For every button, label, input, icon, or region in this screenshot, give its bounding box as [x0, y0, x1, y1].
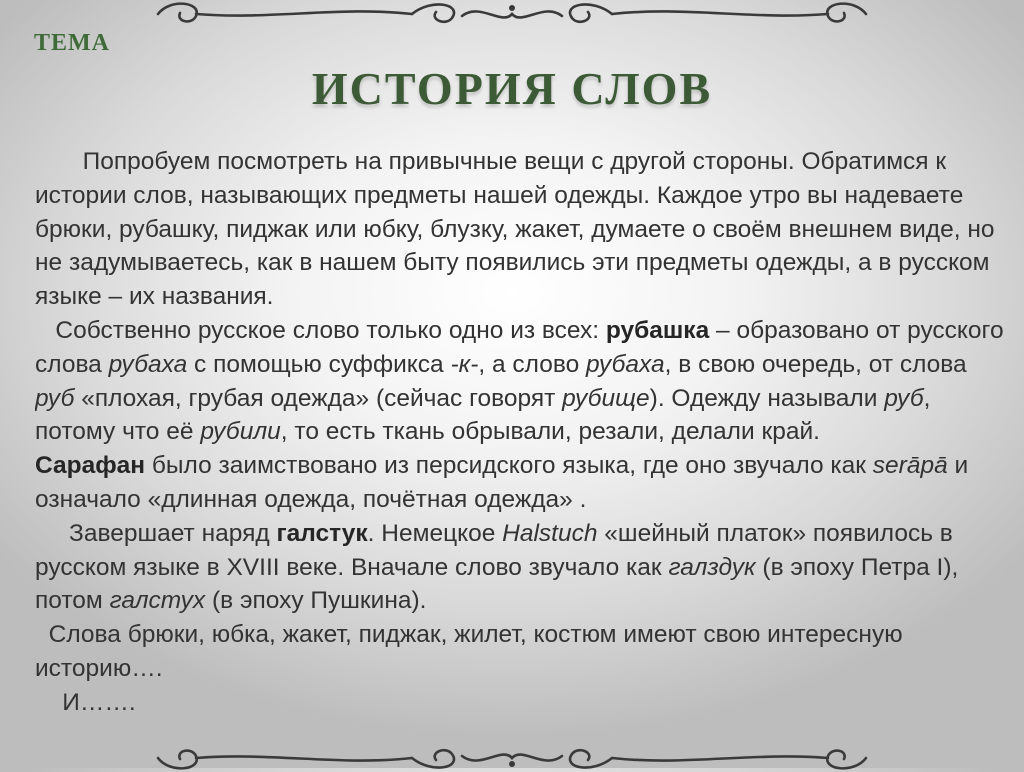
topic-label: ТЕМА — [34, 30, 110, 56]
paragraph-ellipsis — [35, 686, 1010, 720]
paragraph-galstuk — [35, 517, 1010, 618]
text-run: и означало «длинная одежда, почётная одежда» . — [35, 452, 969, 513]
italic-word: рубище — [562, 384, 650, 412]
italic-word: рубаха — [586, 350, 665, 378]
text-run: ). Одежду называли — [649, 384, 885, 412]
text-run: – образовано от русского слова — [35, 316, 1004, 378]
text-run: , а слово — [478, 350, 587, 378]
italic-word: Halstuch — [502, 519, 598, 547]
page-title: ИСТОРИЯ СЛОВ — [311, 63, 713, 114]
term-galstuk: галстук — [276, 519, 368, 547]
article-body — [35, 145, 1010, 768]
text-run: Слова брюки, юбка, жакет, пиджак, жилет, костюм имеют свою интересную историю…. — [35, 621, 903, 682]
text-run: , в свою очередь, от слова — [664, 350, 967, 378]
paragraph-other-words — [35, 618, 1010, 686]
italic-word: рубаха — [108, 350, 188, 378]
text-run: было заимствовано из персидского языка, где оно звучало как — [145, 452, 873, 480]
text-run: «плохая, грубая одежда» (сейчас говорят — [74, 384, 563, 412]
paragraph-sarafan — [35, 449, 1010, 517]
indent — [35, 621, 49, 648]
italic-word: -к- — [450, 350, 479, 378]
indent — [35, 148, 83, 175]
text-run: Собственно русское слово только одно из всех: — [55, 316, 606, 344]
paragraph-intro — [35, 145, 1010, 314]
text-run: (в эпоху Пушкина). — [205, 587, 427, 615]
italic-word: галздук — [668, 553, 756, 581]
paragraph-rubashka — [35, 314, 1010, 449]
italic-word: руб — [35, 384, 75, 412]
text-run: Завершает наряд — [69, 519, 277, 547]
term-sarafan: Сарафан — [35, 452, 146, 480]
indent — [35, 317, 55, 344]
bottom-scroll-ornament-icon — [150, 738, 874, 772]
text-run: (в эпоху Петра I), потом — [35, 553, 959, 615]
italic-word: serāpā — [872, 452, 948, 480]
text-run: с помощью суффикса — [187, 350, 451, 378]
text-run: . Немецкое — [367, 519, 503, 547]
text-run: , то есть ткань обрывали, резали, делали край. — [280, 418, 820, 446]
indent — [35, 520, 69, 547]
term-rubashka: рубашка — [605, 316, 710, 344]
italic-word: руб — [884, 384, 924, 412]
text-run: И……. — [62, 688, 136, 716]
text-run: , потому что её — [35, 384, 931, 446]
top-scroll-ornament-icon — [150, 0, 874, 34]
text-run: «шейный платок» появилось в русском языке в XVIII веке. Вначале слово звучало как — [35, 519, 953, 581]
text-run: Попробуем посмотреть на привычные вещи с другой стороны. Обратимся к истории слов, называющих предметы нашей одежды. Каждое утро вы надеваете брюки, рубашку, пиджак или юбку, блузку, жакет, думаете о своём внешнем виде, но не задумываетесь, как в нашем быту появились эти предметы одежды, а в русском языке – их названия. — [35, 148, 995, 311]
italic-word: галстух — [109, 587, 206, 615]
italic-word: рубили — [200, 418, 281, 446]
indent — [35, 689, 62, 716]
